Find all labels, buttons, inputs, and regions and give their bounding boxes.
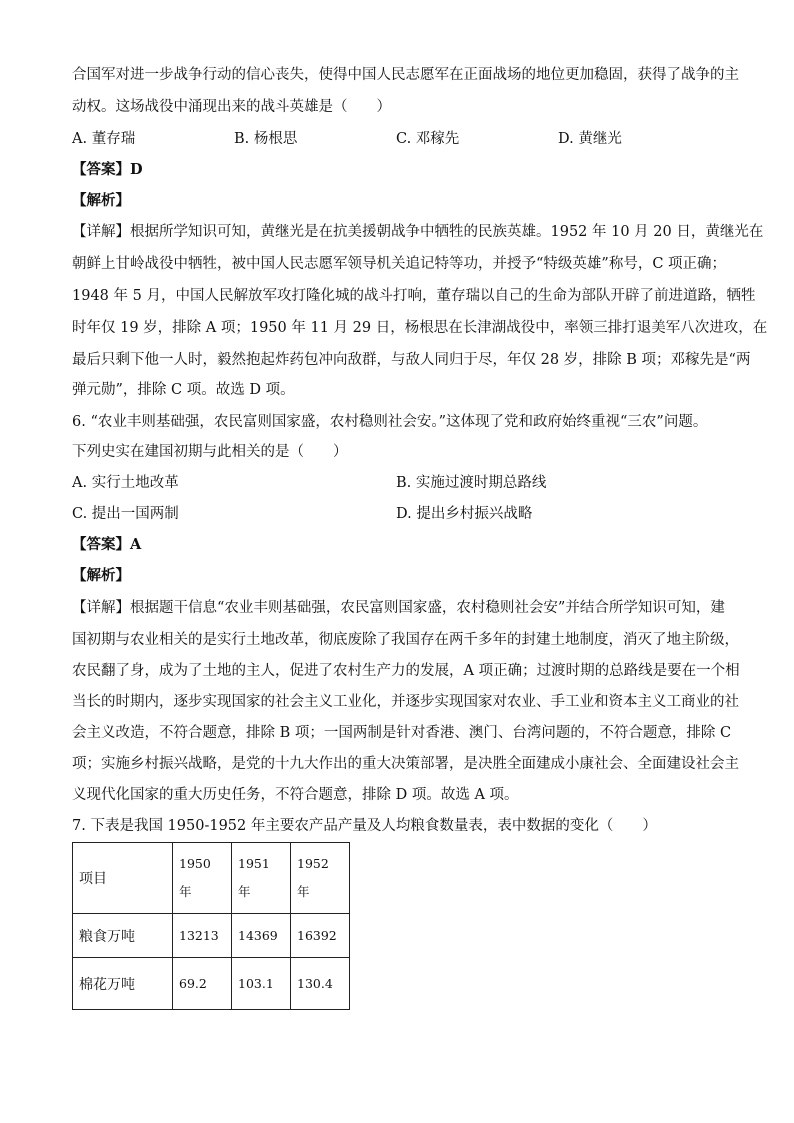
q5-stem-line-2: 动权。这场战役中涌现出来的战斗英雄是（ ） (72, 99, 391, 115)
q5-detail-line: 最后只剩下他一人时，毅然抱起炸药包冲向敌群，与敌人同归于尽，年仅 28 岁，排除 B 项；邓稼先是“两 (72, 352, 751, 368)
q5-detail-line: 朝鲜上甘岭战役中牺牲，被中国人民志愿军领导机关追记特等功，并授予“特级英雄”称号，C 项正确； (72, 256, 727, 272)
year-number: 1950 (179, 856, 211, 871)
year-number: 1951 (238, 856, 270, 871)
table-row-label: 棉花万吨 (73, 958, 173, 1010)
q6-detail-line: 会主义改造，不符合题意，排除 B 项；一国两制是针对香港、澳门、台湾问题的，不符合题意，排除 C (72, 725, 732, 741)
table-cell: 14369 (232, 914, 291, 958)
q5-option-b: B. 杨根思 (234, 131, 298, 147)
q6-detail-line: 义现代化国家的重大历史任务，不符合题意，排除 D 项。故选 A 项。 (72, 787, 519, 803)
table-row (73, 958, 350, 1010)
year-number: 1952 (297, 856, 329, 871)
table-cell: 69.2 (173, 958, 232, 1010)
table-row (73, 914, 350, 958)
table-header-year (291, 843, 350, 914)
q5-detail-line: 【详解】根据所学知识可知，黄继光是在抗美援朝战争中牺牲的民族英雄。1952 年 10 月 20 日，黄继光在 (72, 224, 764, 240)
table-header-item: 项目 (73, 843, 173, 914)
q5-detail-line: 1948 年 5 月，中国人民解放军攻打隆化城的战斗打响，董存瑞以自己的生命为部队开辟了前进道路，牺牲 (72, 288, 756, 304)
q6-stem-line-2: 下列史实在建国初期与此相关的是（ ） (72, 444, 348, 460)
q5-option-d: D. 黄继光 (558, 131, 622, 147)
q6-detail-line: 【详解】根据题干信息“农业丰则基础强，农民富则国家盛，农村稳则社会安”并结合所学知识可知，建 (72, 600, 725, 616)
q5-option-c: C. 邓稼先 (396, 131, 460, 147)
table-cell: 16392 (291, 914, 350, 958)
q7-data-table (72, 842, 350, 1010)
table-header-year (232, 843, 291, 914)
year-unit: 年 (238, 884, 251, 899)
q6-detail-line: 当长的时期内，逐步实现国家的社会主义工业化，并逐步实现国家对农业、手工业和资本主义工商业的社 (72, 694, 739, 710)
q6-option-a: A. 实行土地改革 (72, 475, 179, 491)
year-unit: 年 (297, 884, 310, 899)
table-header-row (73, 843, 350, 914)
table-cell: 103.1 (232, 958, 291, 1010)
q6-option-b: B. 实施过渡时期总路线 (396, 475, 547, 491)
q6-option-d: D. 提出乡村振兴战略 (396, 506, 533, 522)
q5-analysis-label: 【解析】 (72, 192, 130, 209)
q6-detail-line: 项；实施乡村振兴战略，是党的十九大作出的重大决策部署，是决胜全面建成小康社会、全面建设社会主 (72, 756, 739, 772)
q6-analysis-label: 【解析】 (72, 567, 130, 584)
q5-stem-line-1: 合国军对进一步战争行动的信心丧失，使得中国人民志愿军在正面战场的地位更加稳固，获得了战争的主 (72, 67, 739, 83)
table-header-year (173, 843, 232, 914)
table-cell: 13213 (173, 914, 232, 958)
q6-answer: 【答案】A (72, 536, 142, 553)
q5-detail-line: 时年仅 19 岁，排除 A 项；1950 年 11 月 29 日，杨根思在长津湖战役中，率领三排打退美军八次进攻，在 (72, 320, 768, 336)
q6-detail-line: 国初期与农业相关的是实行土地改革，彻底废除了我国存在两千多年的封建土地制度，消灭了地主阶级， (72, 632, 739, 648)
q7-stem: 7. 下表是我国 1950-1952 年主要农产品产量及人均粮食数量表，表中数据的变化（ ） (72, 818, 657, 834)
q5-answer: 【答案】D (72, 161, 143, 178)
year-unit: 年 (179, 884, 192, 899)
table-cell: 130.4 (291, 958, 350, 1010)
q6-option-c: C. 提出一国两制 (72, 506, 179, 522)
q5-option-a: A. 董存瑞 (72, 131, 136, 147)
q6-detail-line: 农民翻了身，成为了土地的主人，促进了农村生产力的发展，A 项正确；过渡时期的总路线是要在一个相 (72, 663, 740, 679)
q5-detail-line: 弹元勋”，排除 C 项。故选 D 项。 (72, 382, 295, 398)
table-row-label: 粮食万吨 (73, 914, 173, 958)
q6-stem-line-1: 6. “农业丰则基础强，农民富则国家盛，农村稳则社会安。”这体现了党和政府始终重视“三农”问题。 (72, 414, 708, 430)
